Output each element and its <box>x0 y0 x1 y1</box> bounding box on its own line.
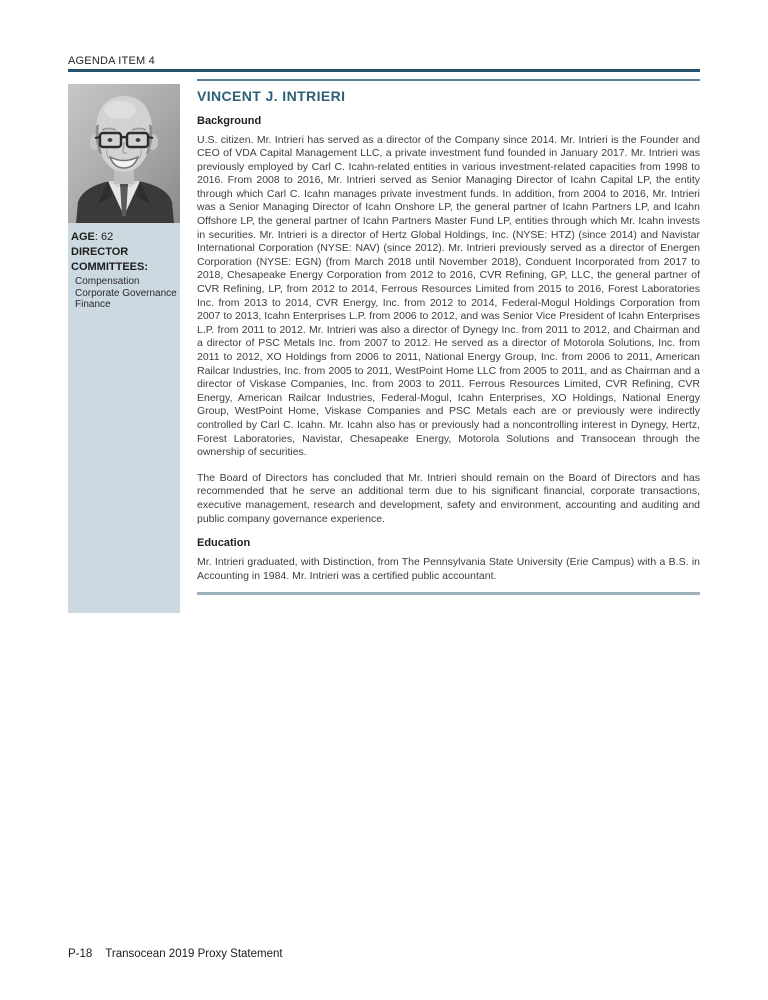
age-label: AGE <box>71 231 95 243</box>
header-divider-rule <box>68 69 700 72</box>
footer-document-title: Transocean 2019 Proxy Statement <box>105 948 283 960</box>
director-name-heading: VINCENT J. INTRIERI <box>197 87 346 104</box>
director-portrait-image <box>68 84 180 223</box>
committee-item-compensation: Compensation <box>75 276 140 287</box>
page-footer <box>68 948 283 960</box>
age-line <box>71 230 177 245</box>
age-value: : 62 <box>94 231 114 243</box>
director-sidebar <box>68 84 180 613</box>
title-top-rule <box>197 79 700 81</box>
director-bio-column <box>197 79 700 595</box>
director-photo <box>68 84 180 223</box>
background-section-heading: Background <box>197 114 262 127</box>
education-paragraph: Mr. Intrieri graduated, with Distinction, from The Pennsylvania State University (Erie Campus) with a B.S. in Accounting in 1984. Mr. Intrieri was a certified public accountant. <box>197 556 700 582</box>
education-section-heading: Education <box>197 537 251 550</box>
section-bottom-rule <box>197 592 700 595</box>
footer-page-number: P-18 <box>68 948 93 960</box>
committee-item-finance: Finance <box>75 299 111 310</box>
agenda-item-label: AGENDA ITEM 4 <box>68 55 155 67</box>
committee-item-corporate-governance: Corporate Governance <box>75 287 177 299</box>
committees-label-line1: DIRECTOR <box>71 246 129 258</box>
background-paragraph-1: U.S. citizen. Mr. Intrieri has served as a director of the Company since 2014. Mr. Intrieri is the Founder and CEO of VDA Capital Management LLC, a private investment fund founded in January 2017. Mr. Intrieri was previously employed by Carl C. Icahn-related entities in various investment-related capacities from 1998 to 2016. From 2008 to 2016, Mr. Intrieri served as Senior Managing Director of Icahn Capital LP, the entity through which Carl C. Icahn manages private investment funds. In addition, from 2004 to 2016, Mr. Intrieri was a Senior Managing Director of Icahn Onshore LP, the general partner of Icahn Partners LP, and Icahn Offshore LP, the general partner of Icahn Partners Master Fund LP, entities through which Mr. Icahn invests in securities. Mr. Intrieri is a director of Hertz Global Holdings, Inc. (NYSE: HTZ) (since 2014) and Navistar International Corporation (NYSE: NAV) (since 2012). Mr. Intrieri previously served as a director of Energen Corporation (NYSE: EGN) (from March 2018 until November 2018), Conduent Incorporated from 2017 to 2018, Chesapeake Energy Corporation from 2012 to 2016, CVR Refining, GP, LLC, the general partner of CVR Refining, LP, from 2012 to 2014, Ferrous Resources Limited from 2015 to 2016, Forest Laboratories Inc. from 2013 to 2014, CVR Energy, Inc. from 2012 to 2014, Federal-Mogul Holdings Corporation from 2007 to 2013, Icahn Enterprises L.P. from 2006 to 2012, and was Senior Vice President of Icahn Enterprises L.P. from 2011 to 2012. Mr. Intrieri was also a director of Dynegy Inc. from 2011 to 2012, and Chairman and a director of PSC Metals Inc. from 2007 to 2012. He served as a director of Motorola Solutions, Inc. from 2011 to 2012, XO Holdings from 2006 to 2011, National Energy Group, Inc. from 2006 to 2011, American Railcar Industries, Inc. from 2005 to 2011, WestPoint Home LLC from 2005 to 2011, and as Chairman and a director of Viskase Companies, Inc. from 2003 to 2011. Ferrous Resources Limited, CVR Refining, CVR Energy, American Railcar Industries, Federal-Mogul, Icahn Enterprises, XO Holdings, National Energy Group, WestPoint Home, Viskase Companies and PSC Metals each are or previously were indirectly controlled by Carl C. Icahn. Mr. Icahn also has or previously had a noncontrolling interest in Dynegy, Hertz, Forest Laboratories, Navistar, Chesapeake Energy, Motorola Solutions and Transocean through the ownership of securities. <box>197 133 700 459</box>
committees-label-line2: COMMITTEES: <box>71 261 148 273</box>
background-paragraph-2: The Board of Directors has concluded that Mr. Intrieri should remain on the Board of Directors and has recommended that he serve an additional term due to his significant financial, corporate transactions, executive management, research and development, safety and environment, accounting and auditing and public company governance experience. <box>197 471 700 525</box>
committee-list <box>71 276 177 311</box>
